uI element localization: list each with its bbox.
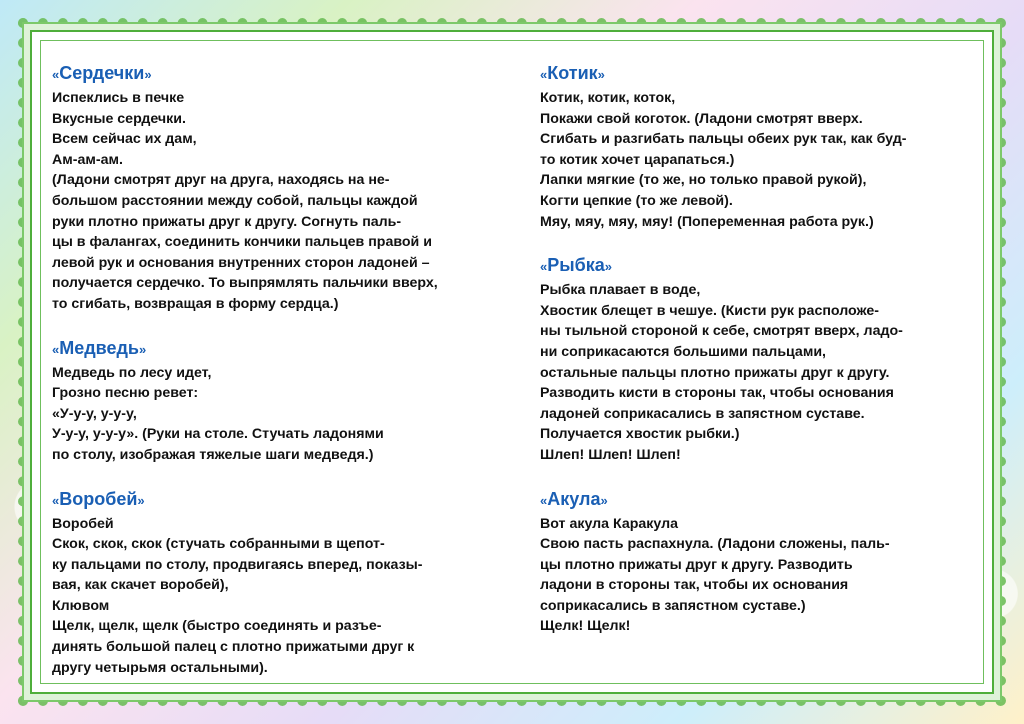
section-title-text: Сердечки bbox=[59, 63, 145, 83]
text-line: вая, как скачет воробей), bbox=[52, 577, 229, 594]
text-line: Медведь по лесу идет, bbox=[52, 364, 212, 381]
section-2 bbox=[540, 254, 980, 465]
text-line: динять большой палец с плотно прижатыми друг к bbox=[52, 639, 415, 656]
text-line: Вкусные сердечки. bbox=[52, 110, 186, 127]
text-line: Грозно песню ревет: bbox=[52, 385, 199, 402]
section-title bbox=[52, 488, 522, 512]
text-line: Вот акула Каракула bbox=[540, 515, 678, 532]
right-column bbox=[540, 62, 980, 659]
text-line: Всем сейчас их дам, bbox=[52, 131, 197, 148]
section-title-text: Акула bbox=[547, 488, 601, 509]
text-line: ладоней соприкасались в запястном суставе. bbox=[540, 405, 865, 422]
close-quote: » bbox=[137, 492, 145, 508]
section-3 bbox=[52, 488, 522, 679]
text-line: Щелк! Щелк! bbox=[540, 618, 631, 635]
section-1 bbox=[52, 62, 522, 315]
section-title bbox=[52, 62, 522, 86]
text-line: Покажи свой коготок. (Ладони смотрят вверх. bbox=[540, 110, 863, 127]
section-title-text: Котик bbox=[547, 63, 598, 83]
close-quote: » bbox=[597, 67, 605, 82]
text-line: Когти цепкие (то же левой). bbox=[540, 192, 733, 209]
section-3 bbox=[540, 488, 980, 638]
text-line: Ам-ам-ам. bbox=[52, 151, 123, 168]
text-line: Свою пасть распахнула. (Ладони сложены, паль- bbox=[540, 536, 890, 553]
close-quote: » bbox=[604, 259, 612, 275]
text-line: получается сердечко. То выпрямлять пальчики вверх, bbox=[52, 275, 438, 292]
left-column bbox=[52, 62, 522, 700]
section-title bbox=[540, 62, 980, 86]
open-quote: « bbox=[540, 492, 548, 508]
text-line: Скок, скок, скок (стучать собранными в щепот- bbox=[52, 536, 385, 553]
section-title bbox=[540, 254, 980, 278]
text-line: Разводить кисти в стороны так, чтобы основания bbox=[540, 385, 894, 402]
open-quote: « bbox=[540, 67, 548, 82]
text-line: ны тыльной стороной к себе, смотрят вверх, ладо- bbox=[540, 323, 903, 340]
text-line: соприкасались в запястном суставе.) bbox=[540, 597, 806, 614]
text-line: руки плотно прижаты друг к другу. Согнуть паль- bbox=[52, 213, 402, 230]
text-line: Лапки мягкие (то же, но только правой рукой), bbox=[540, 172, 867, 189]
text-line: цы в фалангах, соединить кончики пальцев правой и bbox=[52, 234, 432, 251]
text-line: Получается хвостик рыбки.) bbox=[540, 426, 740, 443]
close-quote: » bbox=[600, 492, 608, 508]
section-title bbox=[540, 488, 980, 512]
section-2 bbox=[52, 337, 522, 466]
text-line: Испеклись в печке bbox=[52, 90, 185, 106]
text-line: остальные пальцы плотно прижаты друг к другу. bbox=[540, 364, 890, 381]
text-line: Клювом bbox=[52, 597, 110, 614]
open-quote: « bbox=[540, 259, 548, 275]
text-line: Сгибать и разгибать пальцы обеих рук так, как буд- bbox=[540, 131, 907, 148]
text-line: «У-у-у, у-у-у, bbox=[52, 405, 137, 422]
text-line: то котик хочет царапаться.) bbox=[540, 151, 735, 168]
text-line: ладони в стороны так, чтобы их основания bbox=[540, 577, 849, 594]
text-line: то сгибать, возвращая в форму сердца.) bbox=[52, 295, 339, 312]
close-quote: » bbox=[139, 341, 147, 357]
text-line: ку пальцами по столу, продвигаясь вперед, показы- bbox=[52, 556, 423, 573]
section-title-text: Рыбка bbox=[547, 255, 605, 276]
open-quote: « bbox=[52, 67, 60, 82]
text-line: Воробей bbox=[52, 515, 114, 532]
section-title bbox=[52, 337, 522, 361]
section-title-text: Воробей bbox=[59, 488, 138, 509]
close-quote: » bbox=[144, 67, 152, 82]
text-line: Котик, котик, коток, bbox=[540, 90, 676, 106]
text-line: (Ладони смотрят друг на друга, находясь на не- bbox=[52, 172, 390, 189]
text-line: по столу, изображая тяжелые шаги медведя.) bbox=[52, 446, 374, 463]
text-line: другу четырьмя остальными). bbox=[52, 659, 268, 676]
text-line: Мяу, мяу, мяу, мяу! (Попеременная работа рук.) bbox=[540, 213, 874, 230]
text-line: левой рук и основания внутренних сторон ладоней – bbox=[52, 254, 430, 271]
text-line: цы плотно прижаты друг к другу. Разводить bbox=[540, 556, 853, 573]
text-line: большом расстоянии между собой, пальцы каждой bbox=[52, 192, 418, 209]
text-line: У-у-у, у-у-у». (Руки на столе. Стучать ладонями bbox=[52, 426, 384, 443]
text-line: Щелк, щелк, щелк (быстро соединять и разъе- bbox=[52, 618, 382, 635]
section-1 bbox=[540, 62, 980, 232]
text-line: ни соприкасаются большими пальцами, bbox=[540, 343, 826, 360]
text-line: Хвостик блещет в чешуе. (Кисти рук расположе- bbox=[540, 302, 880, 319]
open-quote: « bbox=[52, 341, 60, 357]
text-line: Рыбка плавает в воде, bbox=[540, 282, 701, 299]
text-line: Шлеп! Шлеп! Шлеп! bbox=[540, 446, 681, 463]
section-title-text: Медведь bbox=[59, 337, 139, 358]
open-quote: « bbox=[52, 492, 60, 508]
